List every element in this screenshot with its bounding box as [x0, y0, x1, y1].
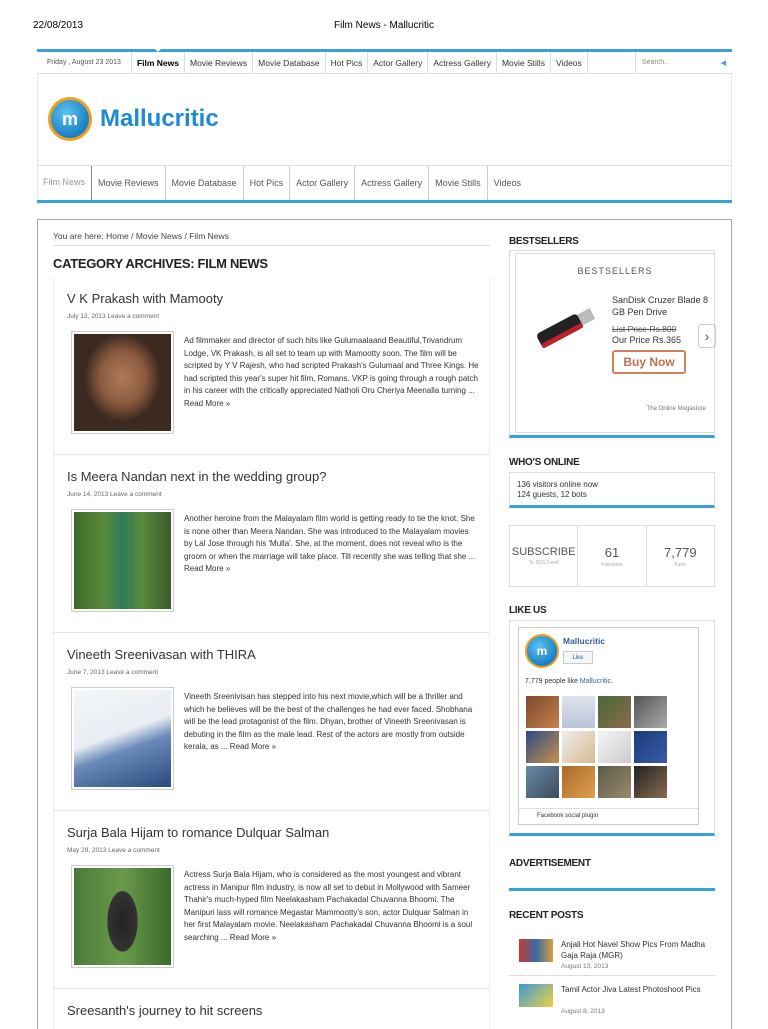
- topnav-hot-pics[interactable]: Hot Pics: [326, 52, 369, 73]
- store-name: The Online Megastore: [646, 406, 706, 412]
- top-date: Friday , August 23 2013: [37, 52, 132, 73]
- subscribe-label: SUBSCRIBE: [511, 546, 576, 558]
- main-nav: [37, 165, 732, 203]
- divider: [53, 245, 490, 246]
- followers-counter[interactable]: [578, 526, 646, 586]
- post-meta: July 13, 2013 Leave a comment: [67, 313, 160, 320]
- recent-post-title[interactable]: Tamil Actor Jiva Latest Photoshoot Pics: [561, 985, 701, 994]
- post-excerpt: Another heroine from the Malayalam film world is getting ready to tie the knot. She is none other than Meera Nandan. She was introduced to the Malayalam movies by Lal Jose through his 'Mulla'. She, at the moment, does not reveal who is the groom or when the marriage will take place. Till recently she was telling that she ... Read More »: [184, 514, 476, 573]
- post-title[interactable]: Is Meera Nandan next in the wedding group?: [67, 469, 327, 484]
- facebook-widget: [518, 627, 699, 825]
- fan-avatar[interactable]: [562, 766, 595, 798]
- nav-hot-pics[interactable]: Hot Pics: [244, 166, 291, 200]
- post-thumbnail[interactable]: [71, 687, 174, 790]
- facebook-like-box: [509, 620, 715, 836]
- post-excerpt: Ad filmmaker and director of such hits like Gulumaalaand Beautiful,Trivandrum Lodge, VK Prakash, is all set to team up with Mamootty soon. The film will be scripted by Y V Rajesh, who had scripted Prakash's Gulumaal and Three Kings. He had scripted this year's super hit film, Romans. VKP is going through a rough patch in his career with the critically appreciated Natholi Oru Cheriya Meenalla turning ... Read More »: [184, 336, 479, 408]
- bestsellers-title: BESTSELLERS: [509, 236, 579, 247]
- topnav-actor-gallery[interactable]: Actor Gallery: [368, 52, 428, 73]
- recent-post-date: August 8, 2013: [561, 1008, 605, 1015]
- nav-movie-reviews[interactable]: Movie Reviews: [92, 166, 166, 200]
- print-date: 22/08/2013: [33, 20, 84, 31]
- list-price: List Price Rs.800: [612, 324, 677, 334]
- fan-avatar[interactable]: [634, 731, 667, 763]
- post-item: [53, 633, 490, 811]
- post-meta: June 7, 2013 Leave a comment: [67, 669, 159, 676]
- post-thumbnail[interactable]: [71, 865, 174, 968]
- fan-avatar[interactable]: [526, 731, 559, 763]
- post-title[interactable]: V K Prakash with Mamooty: [67, 291, 224, 306]
- post-item: [53, 811, 490, 989]
- followers-label: Followers: [601, 561, 623, 568]
- fan-avatar[interactable]: [634, 766, 667, 798]
- facebook-page-name[interactable]: Mallucritic: [563, 636, 606, 646]
- recent-post-thumbnail[interactable]: [519, 984, 553, 1007]
- product-name[interactable]: SanDisk Cruzer Blade 8 GB Pen Drive: [612, 295, 709, 317]
- fans-count: 7,779: [664, 544, 697, 560]
- search-placeholder: Search...: [642, 59, 671, 66]
- fan-avatar[interactable]: [562, 696, 595, 728]
- online-guests: 124 guests, 12 bots: [517, 490, 587, 499]
- fan-avatar[interactable]: [598, 731, 631, 763]
- post-title[interactable]: Vineeth Sreenivasan with THIRA: [67, 647, 256, 662]
- bestsellers-widget: [515, 253, 715, 433]
- subscribe-counters: [509, 525, 715, 587]
- facebook-like-count: 7,779 people like Mallucritic.: [525, 678, 613, 685]
- fan-avatar[interactable]: [598, 766, 631, 798]
- post-thumbnail[interactable]: [71, 331, 174, 434]
- post-excerpt: Vineeth Sreenivisan has stepped into his next movie,which will be a thriller and which he believes will be the best of the challenges he had ever faced. Shobhana will be the lead protagonist of the film. Dhyan, brother of Vineeth Sreenivasan is debuting in the film as the male lead. Rest of the actors are mostly from outside kerala, as ... Read More »: [184, 692, 473, 751]
- recent-post-date: August 13, 2013: [561, 963, 609, 970]
- post-thumbnail[interactable]: [71, 509, 174, 612]
- recent-post-item[interactable]: [519, 939, 715, 975]
- bestsellers-widget-head: BESTSELLERS: [577, 266, 653, 276]
- recent-posts-title: RECENT POSTS: [509, 910, 584, 921]
- recent-post-thumbnail[interactable]: [519, 939, 553, 962]
- top-nav: [132, 52, 588, 73]
- topnav-movie-stills[interactable]: Movie Stills: [497, 52, 551, 73]
- fan-avatar[interactable]: [526, 766, 559, 798]
- fan-avatar[interactable]: [634, 696, 667, 728]
- chevron-right-icon[interactable]: ›: [698, 324, 716, 348]
- nav-actress-gallery[interactable]: Actress Gallery: [355, 166, 429, 200]
- advertisement-title: ADVERTISEMENT: [509, 858, 591, 869]
- print-title: Film News - Mallucritic: [334, 20, 434, 31]
- our-price: Our Price Rs.365: [612, 335, 682, 345]
- nav-videos[interactable]: Videos: [493, 178, 521, 188]
- category-title: CATEGORY ARCHIVES: FILM NEWS: [53, 256, 268, 271]
- nav-movie-stills[interactable]: Movie Stills: [429, 166, 488, 200]
- logo-icon: m: [48, 97, 92, 141]
- topnav-videos[interactable]: Videos: [551, 52, 588, 73]
- advertisement-panel: [509, 873, 715, 891]
- facebook-like-button[interactable]: Like: [563, 651, 593, 664]
- post-meta: May 29, 2013 Leave a comment: [67, 847, 160, 854]
- search-arrow-icon[interactable]: ◀: [720, 59, 726, 67]
- whos-online-panel: [509, 472, 715, 508]
- post-title[interactable]: Surja Bala Hijam to romance Dulquar Salman: [67, 825, 330, 840]
- buy-now-button[interactable]: Buy Now: [612, 350, 686, 374]
- fans-label: Fans: [674, 561, 686, 568]
- post-title[interactable]: Sreesanth's journey to hit screens: [67, 1003, 263, 1018]
- recent-post-title[interactable]: Anjali Hot Navel Show Pics From Madha Gaja Raja (MGR): [561, 940, 706, 960]
- post-item: [53, 277, 490, 455]
- online-visitors: 136 visitors online now: [517, 480, 598, 489]
- usb-drive-icon: [530, 300, 600, 355]
- fan-avatar[interactable]: [562, 731, 595, 763]
- fan-avatar[interactable]: [598, 696, 631, 728]
- post-item: [53, 455, 490, 633]
- post-item: [53, 989, 490, 1029]
- logo-text: Mallucritic: [100, 105, 219, 132]
- recent-post-item[interactable]: [519, 984, 715, 1020]
- breadcrumb: You are here: Home / Movie News / Film News: [53, 231, 229, 241]
- divider: [509, 975, 715, 976]
- likeus-title: LIKE US: [509, 605, 547, 616]
- topnav-movie-database[interactable]: Movie Database: [253, 52, 325, 73]
- topnav-film-news[interactable]: Film News: [132, 52, 185, 73]
- whos-online-title: WHO'S ONLINE: [509, 457, 580, 468]
- fans-counter[interactable]: [647, 526, 714, 586]
- topnav-movie-reviews[interactable]: Movie Reviews: [185, 52, 253, 73]
- facebook-page-link[interactable]: Mallucritic: [579, 678, 612, 685]
- subscribe-rss[interactable]: [510, 526, 578, 586]
- post-meta: June 14, 2013 Leave a comment: [67, 491, 162, 498]
- facebook-fans-grid: [526, 696, 666, 798]
- post-excerpt: Actress Surja Bala Hijam, who is considered as the most youngest and vibrant actress in Manipur film industry, is now all set to debut in Mollywood with Sameer Thahir's much-hyped film Neelakasham Pachakadal Chuvanna Bhoomi. The Manipuri lass will romance Megastar Mammootty's son, actor Dulquar Salman in her first Malayalam movie. Neelakasham Pachakadal Chuvanna Bhoomi is a soul searching ... Read More »: [184, 870, 473, 942]
- top-bar: [37, 49, 732, 74]
- subscribe-sub: To RSS Feed: [528, 560, 559, 566]
- topnav-actress-gallery[interactable]: Actress Gallery: [428, 52, 497, 73]
- site-logo[interactable]: [48, 97, 219, 141]
- nav-actor-gallery[interactable]: Actor Gallery: [290, 166, 355, 200]
- nav-movie-database[interactable]: Movie Database: [166, 166, 244, 200]
- followers-count: 61: [604, 544, 620, 560]
- nav-film-news[interactable]: Film News: [37, 166, 92, 200]
- fan-avatar[interactable]: [526, 696, 559, 728]
- facebook-page-logo[interactable]: m: [525, 634, 559, 668]
- search-input[interactable]: [635, 52, 732, 73]
- facebook-plugin-label: Facebook social plugin: [519, 808, 698, 824]
